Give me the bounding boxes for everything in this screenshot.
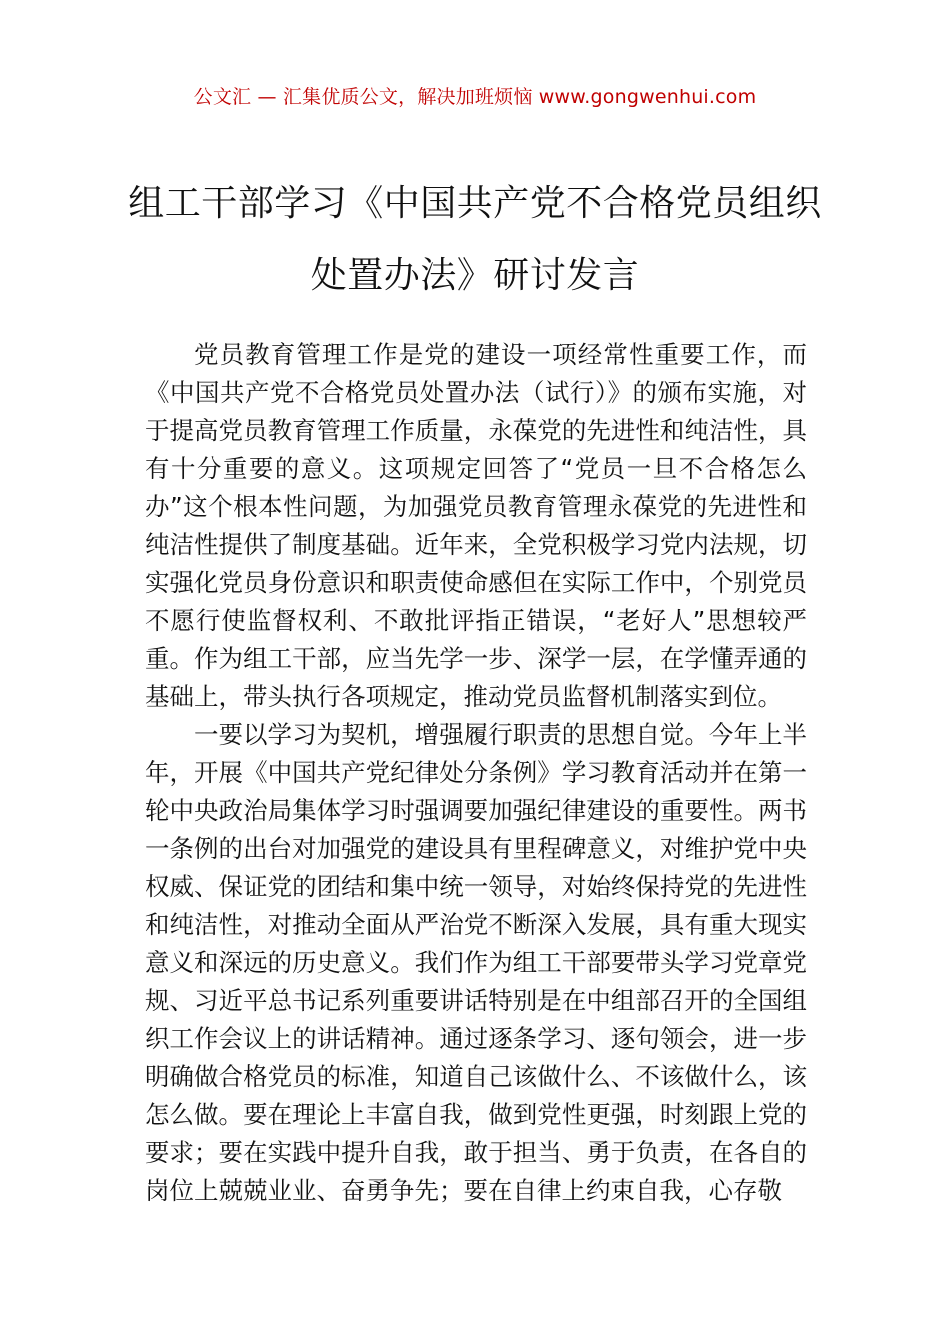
document-title: 组工干部学习《中国共产党不合格党员组织处置办法》研讨发言 [128,183,822,296]
header-banner [0,84,950,110]
header-banner-text: 公文汇 — 汇集优质公文，解决加班烦恼 www.gongwenhui.com [193,86,757,108]
document-body [145,336,807,1210]
paragraph: 党员教育管理工作是党的建设一项经常性重要工作，而《中国共产党不合格党员处置办法（试行）》的颁布实施，对于提高党员教育管理工作质量，永葆党的先进性和纯洁性，具有十分重要的意义。这项规定回答了“党员一旦不合格怎么办”这个根本性问题，为加强党员教育管理永葆党的先进性和纯洁性提供了制度基础。近年来，全党积极学习党内法规，切实强化党员身份意识和职责使命感但在实际工作中，个别党员不愿行使监督权利、不敢批评指正错误，“老好人”思想较严重。作为组工干部，应当先学一步、深学一层，在学懂弄通的基础上，带头执行各项规定，推动党员监督机制落实到位。 [145,340,807,711]
paragraph: 一要以学习为契机，增强履行职责的思想自觉。今年上半年，开展《中国共产党纪律处分条例》学习教育活动并在第一轮中央政治局集体学习时强调要加强纪律建设的重要性。两书一条例的出台对加强党的建设具有里程碑意义，对维护党中央权威、保证党的团结和集中统一领导，对始终保持党的先进性和纯洁性，对推动全面从严治党不断深入发展，具有重大现实意义和深远的历史意义。我们作为组工干部要带头学习党章党规、习近平总书记系列重要讲话特别是在中组部召开的全国组织工作会议上的讲话精神。通过逐条学习、逐句领会，进一步明确做合格党员的标准，知道自己该做什么、不该做什么，该怎么做。要在理论上丰富自我，做到党性更强，时刻跟上党的要求；要在实践中提升自我，敢于担当、勇于负责，在各自的岗位上兢兢业业、奋勇争先；要在自律上约束自我，心存敬 [145,720,807,1205]
